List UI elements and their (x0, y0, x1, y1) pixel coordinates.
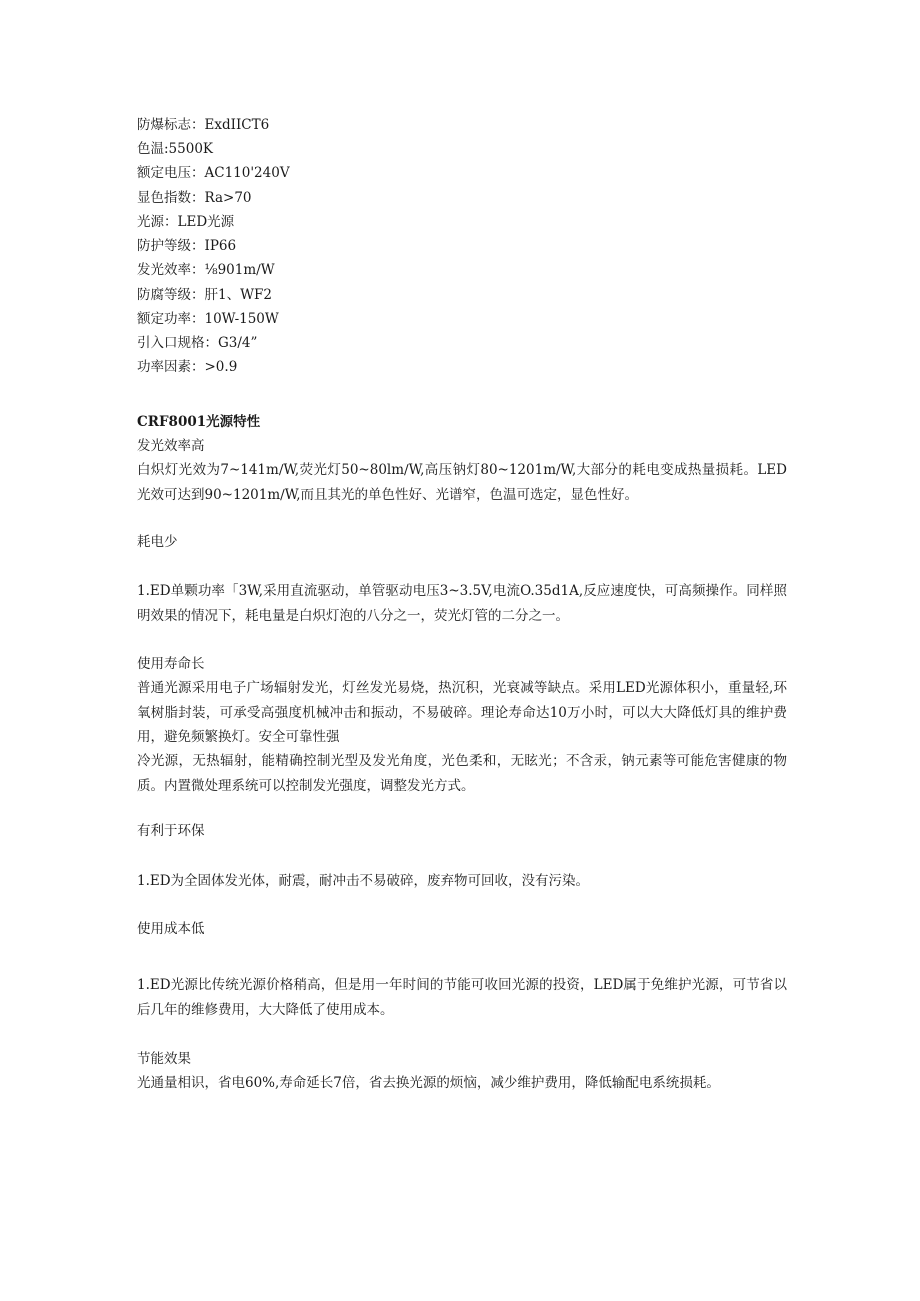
section-title: CRF8001光源特性 (137, 414, 261, 430)
spec-light-source: 光源：LED光源 (137, 214, 235, 230)
efficiency-heading: 发光效率高 (137, 438, 205, 454)
spec-protection: 防护等级：IP66 (137, 238, 237, 254)
spec-cri: 显色指数：Ra>70 (137, 190, 252, 206)
spec-efficacy: 发光效率：⅛901m∕W (137, 262, 275, 278)
power-heading: 耗电少 (137, 534, 178, 550)
life-heading: 使用寿命长 (137, 656, 205, 672)
life-body: 普通光源采用电子广场辐射发光，灯丝发光易烧，热沉积，光衰减等缺点。采用LED光源体积小，重量轻,环氧树脂封装，可承受高强度机械冲击和振动，不易破碎。理论寿命达10万小时，可以大大降低灯具的维护费用，避免频繁换灯。安全可靠性强 (137, 680, 787, 745)
power-body: 1.ED单颗功率「3W,采用直流驱动，单管驱动电压3~3.5V,电流O.35d1A,反应速度快，可高频操作。同样照明效果的情况下，耗电量是白炽灯泡的八分之一，荧光灯管的二分之一。 (137, 583, 787, 624)
saving-heading: 节能效果 (137, 1051, 191, 1067)
spec-color-temp: 色温:5500K (137, 141, 213, 157)
cost-heading: 使用成本低 (137, 921, 205, 937)
spec-power-factor: 功率因素：>0.9 (137, 359, 238, 375)
eco-body: 1.ED为全固体发光体，耐震，耐冲击不易破碎，废弃物可回收，没有污染。 (137, 873, 590, 889)
life-body-2: 冷光源，无热辐射，能精确控制光型及发光角度，光色柔和，无眩光；不含汞，钠元素等可能危害健康的物质。内置微处理系统可以控制发光强度，调整发光方式。 (137, 753, 787, 794)
spec-entry-size: 引入口规格：G3/4” (137, 335, 258, 351)
spec-corrosion: 防腐等级：肝1、WF2 (137, 287, 272, 303)
spec-rated-power: 额定功率：10W-150W (137, 311, 279, 327)
efficiency-body: 白炽灯光效为7~141m∕W,荧光灯50~80lm∕W,高压钠灯80~1201m∕W,大部分的耗电变成热量损耗。LED光效可达到90~1201m∕W,而且其光的单色性好、光谱窄，色温可选定，显色性好。 (137, 462, 787, 503)
spec-rated-voltage: 额定电压：AC110'240V (137, 165, 290, 181)
cost-body: 1.ED光源比传统光源价格稍高，但是用一年时间的节能可收回光源的投资，LED属于免维护光源，可节省以后几年的维修费用，大大降低了使用成本。 (137, 977, 787, 1018)
saving-body: 光通量相识，省电60%,寿命延长7倍，省去换光源的烦恼，减少维护费用，降低输配电系统损耗。 (137, 1075, 720, 1091)
spec-ex-mark: 防爆标志：ExdIICT6 (137, 117, 270, 133)
eco-heading: 有利于环保 (137, 823, 205, 839)
